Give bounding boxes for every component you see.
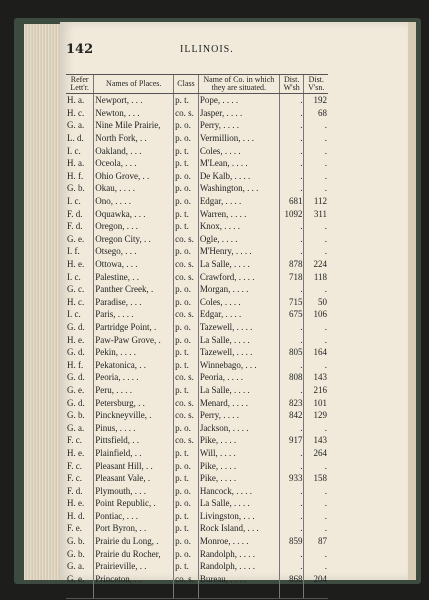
- dist-washington-cell: 715: [279, 296, 304, 309]
- refer-letter-cell: G. e.: [66, 585, 94, 598]
- place-name-cell: Ottowa, . . .: [94, 258, 174, 271]
- table-row: [66, 182, 328, 195]
- class-cell: p. o.: [174, 333, 199, 346]
- dist-vandalia-cell: .: [304, 220, 328, 233]
- dist-vandalia-cell: .: [304, 484, 328, 497]
- class-cell: p. t.: [174, 384, 199, 397]
- dist-washington-cell: .: [279, 245, 304, 258]
- table-row: [66, 396, 328, 409]
- county-cell: Edgar, . . . .: [198, 308, 279, 321]
- place-name-cell: Pleasant Vale, .: [94, 472, 174, 485]
- dist-vandalia-cell: .: [304, 522, 328, 535]
- refer-letter-cell: L. d.: [67, 133, 84, 144]
- county-cell: Morgan, . . . .: [198, 283, 279, 296]
- dist-washington-cell: 842: [279, 409, 304, 422]
- place-name-cell: Pekin, . . . .: [94, 346, 174, 359]
- header-refer-letter: Refer Lett'r.: [66, 75, 94, 94]
- dist-vandalia-cell: .: [304, 182, 328, 195]
- refer-letter-cell: G. d.: [67, 372, 85, 383]
- refer-letter-cell: I. c.: [67, 309, 81, 320]
- county-cell: Menard, . . . .: [198, 396, 279, 409]
- place-name-cell: Nine Mile Prairie,: [94, 119, 174, 132]
- dist-vandalia-cell: 112: [304, 195, 328, 208]
- county-cell: Will, . . . .: [198, 447, 279, 460]
- class-cell: p. o.: [174, 484, 199, 497]
- dist-vandalia-cell: .: [304, 497, 328, 510]
- place-name-cell: Newton, . . .: [94, 107, 174, 120]
- table-row: [66, 472, 328, 485]
- place-name-cell: Partridge Point, .: [94, 321, 174, 334]
- dist-vandalia-cell: .: [304, 560, 328, 573]
- table-header-row: [66, 75, 328, 94]
- refer-letter-cell: H. a.: [67, 95, 85, 106]
- county-cell: Pike, . . . .: [198, 434, 279, 447]
- table-row: [66, 510, 328, 523]
- table-row: [66, 384, 328, 397]
- dist-vandalia-cell: .: [304, 585, 328, 598]
- county-cell: La Salle, . . . .: [198, 384, 279, 397]
- dist-washington-cell: 1092: [279, 207, 304, 220]
- dist-washington-cell: 823: [279, 396, 304, 409]
- table-row: [66, 207, 328, 220]
- county-cell: Jasper, . . . .: [198, 107, 279, 120]
- table-row: [66, 585, 328, 598]
- county-cell: Putnam, . . . .: [198, 585, 279, 598]
- place-name-cell: Ono, . . . .: [94, 195, 174, 208]
- dist-vandalia-cell: .: [304, 510, 328, 523]
- dist-washington-cell: 808: [279, 371, 304, 384]
- place-name-cell: Palestine, . .: [94, 270, 174, 283]
- place-name-cell: Prairie du Long, .: [94, 535, 174, 548]
- dist-washington-cell: .: [279, 233, 304, 246]
- place-name-cell: Okau, . . . .: [94, 182, 174, 195]
- dist-washington-cell: .: [279, 497, 304, 510]
- table-row: [66, 157, 328, 170]
- dist-washington-cell: 868: [279, 573, 304, 586]
- table-row: [66, 535, 328, 548]
- dist-vandalia-cell: 224: [304, 258, 328, 271]
- dist-washington-cell: .: [279, 510, 304, 523]
- dist-vandalia-cell: .: [304, 132, 328, 145]
- dist-vandalia-cell: 158: [304, 472, 328, 485]
- place-name-cell: Oceola, . . .: [94, 157, 174, 170]
- page-header: [0, 42, 340, 58]
- class-cell: p. t.: [174, 510, 199, 523]
- class-cell: p. o.: [174, 170, 199, 183]
- dist-vandalia-cell: .: [304, 547, 328, 560]
- class-cell: co. s.: [174, 396, 199, 409]
- table-row: [66, 258, 328, 271]
- class-cell: p. o.: [174, 321, 199, 334]
- dist-vandalia-cell: 129: [304, 409, 328, 422]
- table-row: [66, 132, 328, 145]
- place-name-cell: Oregon, . . .: [94, 220, 174, 233]
- county-cell: Crawford, . . . .: [198, 270, 279, 283]
- dist-washington-cell: 878: [279, 258, 304, 271]
- class-cell: p. o.: [174, 283, 199, 296]
- county-cell: Randolph, . . . .: [198, 547, 279, 560]
- table-row: [66, 409, 328, 422]
- place-name-cell: Point Republic, .: [94, 497, 174, 510]
- class-cell: p. t.: [174, 346, 199, 359]
- place-name-cell: Petersburg, . .: [94, 396, 174, 409]
- place-name-cell: Providence, . .: [94, 585, 174, 598]
- dist-washington-cell: .: [279, 107, 304, 120]
- refer-letter-cell: H. e.: [67, 498, 85, 509]
- dist-vandalia-cell: 106: [304, 308, 328, 321]
- dist-washington-cell: .: [279, 522, 304, 535]
- dist-vandalia-cell: 311: [304, 207, 328, 220]
- table-row: [66, 308, 328, 321]
- county-cell: Winnebago, . . .: [198, 358, 279, 371]
- table-row: [66, 144, 328, 157]
- class-cell: p. o.: [174, 535, 199, 548]
- table-row: [66, 245, 328, 258]
- refer-letter-cell: G. c.: [67, 284, 85, 295]
- right-page-edge: [408, 22, 416, 580]
- dist-vandalia-cell: 204: [304, 573, 328, 586]
- header-class: Class: [174, 75, 199, 94]
- class-cell: p. t.: [174, 358, 199, 371]
- refer-letter-cell: F. c.: [67, 473, 83, 484]
- dist-washington-cell: .: [279, 560, 304, 573]
- dist-washington-cell: .: [279, 585, 304, 598]
- class-cell: p. o.: [174, 245, 199, 258]
- refer-letter-cell: F. d.: [67, 208, 83, 219]
- table-row: [66, 94, 328, 107]
- dist-washington-cell: 675: [279, 308, 304, 321]
- dist-washington-cell: .: [279, 384, 304, 397]
- place-name-cell: Otsego, . . .: [94, 245, 174, 258]
- table-row: [66, 233, 328, 246]
- dist-washington-cell: 933: [279, 472, 304, 485]
- refer-letter-cell: G. d.: [67, 397, 85, 408]
- dist-washington-cell: .: [279, 94, 304, 107]
- refer-letter-cell: I. f.: [67, 246, 80, 257]
- refer-letter-cell: G. a.: [67, 422, 85, 433]
- place-name-cell: Pekatonica, . .: [94, 358, 174, 371]
- place-name-cell: Oregon City, . .: [94, 233, 174, 246]
- dist-vandalia-cell: 143: [304, 434, 328, 447]
- county-cell: Perry, . . . .: [198, 409, 279, 422]
- class-cell: p. t.: [174, 144, 199, 157]
- dist-washington-cell: .: [279, 144, 304, 157]
- refer-letter-cell: H. d.: [67, 510, 85, 521]
- place-name-cell: Pittsfield, . .: [94, 434, 174, 447]
- table-row: [66, 333, 328, 346]
- dist-washington-cell: .: [279, 170, 304, 183]
- dist-vandalia-cell: .: [304, 283, 328, 296]
- dist-vandalia-cell: 68: [304, 107, 328, 120]
- dist-washington-cell: .: [279, 220, 304, 233]
- dist-vandalia-cell: 118: [304, 270, 328, 283]
- class-cell: p. t.: [174, 447, 199, 460]
- refer-letter-cell: H. c.: [67, 296, 85, 307]
- page-number: 142: [66, 42, 94, 57]
- class-cell: p. t.: [174, 207, 199, 220]
- refer-letter-cell: I. c.: [67, 271, 81, 282]
- table-row: [66, 573, 328, 586]
- county-cell: La Salle, . . . .: [198, 497, 279, 510]
- dist-vandalia-cell: .: [304, 233, 328, 246]
- dist-vandalia-cell: 50: [304, 296, 328, 309]
- dist-washington-cell: .: [279, 321, 304, 334]
- dist-washington-cell: .: [279, 484, 304, 497]
- place-name-cell: Panther Creek, .: [94, 283, 174, 296]
- county-cell: Peoria, . . . .: [198, 371, 279, 384]
- dist-washington-cell: .: [279, 283, 304, 296]
- places-table: [66, 74, 328, 599]
- place-name-cell: Plymouth, . . .: [94, 484, 174, 497]
- refer-letter-cell: G. d.: [67, 321, 85, 332]
- table-row: [66, 283, 328, 296]
- class-cell: p. t.: [174, 522, 199, 535]
- dist-washington-cell: 859: [279, 535, 304, 548]
- refer-letter-cell: I. c.: [67, 196, 81, 207]
- county-cell: De Kalb, . . . .: [198, 170, 279, 183]
- county-cell: Coles, . . . .: [198, 144, 279, 157]
- class-cell: co. s.: [174, 107, 199, 120]
- dist-washington-cell: .: [279, 157, 304, 170]
- refer-letter-cell: G. a.: [67, 561, 85, 572]
- table-row: [66, 321, 328, 334]
- dist-vandalia-cell: 264: [304, 447, 328, 460]
- table-row: [66, 296, 328, 309]
- county-cell: Washington, . . .: [198, 182, 279, 195]
- class-cell: p. o.: [174, 119, 199, 132]
- dist-washington-cell: .: [279, 421, 304, 434]
- table-row: [66, 421, 328, 434]
- county-cell: Jackson, . . . .: [198, 421, 279, 434]
- refer-letter-cell: H. e.: [67, 259, 85, 270]
- class-cell: co. s.: [174, 409, 199, 422]
- refer-letter-cell: G. e.: [67, 573, 85, 584]
- county-cell: Knox, . . . .: [198, 220, 279, 233]
- class-cell: co. s.: [174, 308, 199, 321]
- place-name-cell: Paradise, . . .: [94, 296, 174, 309]
- place-name-cell: Pleasant Hill, . .: [94, 459, 174, 472]
- class-cell: p. t.: [174, 585, 199, 598]
- place-name-cell: Pinckneyville, .: [94, 409, 174, 422]
- class-cell: p. o.: [174, 497, 199, 510]
- place-name-cell: Prairieville, . .: [94, 560, 174, 573]
- place-name-cell: Oakland, . . .: [94, 144, 174, 157]
- class-cell: p. t.: [174, 472, 199, 485]
- place-name-cell: Princeton, . .: [94, 573, 174, 586]
- class-cell: p. o.: [174, 421, 199, 434]
- dist-washington-cell: .: [279, 447, 304, 460]
- dist-vandalia-cell: .: [304, 119, 328, 132]
- class-cell: co. s.: [174, 371, 199, 384]
- county-cell: Warren, . . . .: [198, 207, 279, 220]
- county-cell: Pike, . . . .: [198, 459, 279, 472]
- dist-vandalia-cell: .: [304, 358, 328, 371]
- dist-vandalia-cell: .: [304, 144, 328, 157]
- county-cell: Vermillion, . . .: [198, 132, 279, 145]
- county-cell: Randolph, . . . .: [198, 560, 279, 573]
- county-cell: Hancock, . . . .: [198, 484, 279, 497]
- dist-washington-cell: .: [279, 358, 304, 371]
- county-cell: La Salle, . . . .: [198, 333, 279, 346]
- county-cell: Livingston, . . .: [198, 510, 279, 523]
- dist-washington-cell: 917: [279, 434, 304, 447]
- table-row: [66, 358, 328, 371]
- dist-vandalia-cell: 164: [304, 346, 328, 359]
- dist-vandalia-cell: 101: [304, 396, 328, 409]
- class-cell: p. o.: [174, 459, 199, 472]
- place-name-cell: Port Byron, . .: [94, 522, 174, 535]
- class-cell: p. o.: [174, 182, 199, 195]
- class-cell: p. t.: [174, 157, 199, 170]
- refer-letter-cell: G. b.: [67, 548, 85, 559]
- dist-vandalia-cell: .: [304, 170, 328, 183]
- refer-letter-cell: G. a.: [67, 120, 85, 131]
- county-cell: Pike, . . . .: [198, 472, 279, 485]
- place-name-cell: Pinus, . . . .: [94, 421, 174, 434]
- dist-washington-cell: 805: [279, 346, 304, 359]
- dist-washington-cell: 681: [279, 195, 304, 208]
- refer-letter-cell: H. e.: [67, 447, 85, 458]
- refer-letter-cell: I. c.: [67, 145, 81, 156]
- dist-vandalia-cell: .: [304, 157, 328, 170]
- place-name-cell: Newport, . . .: [94, 94, 174, 107]
- refer-letter-cell: F. c.: [67, 460, 83, 471]
- table-row: [66, 434, 328, 447]
- dist-washington-cell: .: [279, 333, 304, 346]
- dist-washington-cell: 718: [279, 270, 304, 283]
- dist-vandalia-cell: .: [304, 321, 328, 334]
- county-cell: Ogle, . . . .: [198, 233, 279, 246]
- county-cell: La Salle, . . . .: [198, 258, 279, 271]
- dist-washington-cell: .: [279, 132, 304, 145]
- table-row: [66, 560, 328, 573]
- dist-vandalia-cell: .: [304, 245, 328, 258]
- dist-vandalia-cell: 192: [304, 94, 328, 107]
- place-name-cell: Peoria, . . . .: [94, 371, 174, 384]
- refer-letter-cell: H. e.: [67, 334, 85, 345]
- refer-letter-cell: G. e.: [67, 233, 85, 244]
- table-row: [66, 547, 328, 560]
- dist-washington-cell: .: [279, 119, 304, 132]
- dist-vandalia-cell: 143: [304, 371, 328, 384]
- refer-letter-cell: F. d.: [67, 221, 83, 232]
- dist-vandalia-cell: .: [304, 333, 328, 346]
- refer-letter-cell: G. b.: [67, 536, 85, 547]
- place-name-cell: Prairie du Rocher,: [94, 547, 174, 560]
- county-cell: M'Lean, . . . .: [198, 157, 279, 170]
- refer-letter-cell: G. b.: [67, 183, 85, 194]
- header-county: Name of Co. in which they are situated.: [198, 75, 279, 94]
- class-cell: p. t.: [174, 560, 199, 573]
- dist-vandalia-cell: .: [304, 421, 328, 434]
- table-row: [66, 170, 328, 183]
- table-row: [66, 459, 328, 472]
- class-cell: p. o.: [174, 547, 199, 560]
- refer-letter-cell: H. a.: [67, 158, 85, 169]
- dist-vandalia-cell: 216: [304, 384, 328, 397]
- table-row: [66, 371, 328, 384]
- table-row: [66, 497, 328, 510]
- table-row: [66, 220, 328, 233]
- class-cell: co. s.: [174, 434, 199, 447]
- county-cell: Perry, . . . .: [198, 119, 279, 132]
- class-cell: p. t.: [174, 220, 199, 233]
- place-name-cell: Plainfield, . .: [94, 447, 174, 460]
- refer-letter-cell: F. d.: [67, 485, 83, 496]
- class-cell: p. o.: [174, 296, 199, 309]
- place-name-cell: Oquawka, . . .: [94, 207, 174, 220]
- county-cell: Edgar, . . . .: [198, 195, 279, 208]
- header-dist-vandalia: Dist. V'sn.: [304, 75, 328, 94]
- class-cell: p. o.: [174, 195, 199, 208]
- class-cell: p. t.: [174, 94, 199, 107]
- dist-washington-cell: .: [279, 182, 304, 195]
- refer-letter-cell: F. e.: [67, 523, 83, 534]
- place-name-cell: Paw-Paw Grove, .: [94, 333, 174, 346]
- county-cell: Bureau, . . . .: [198, 573, 279, 586]
- table-row: [66, 522, 328, 535]
- place-name-cell: Paris, . . . .: [94, 308, 174, 321]
- refer-letter-cell: G. b.: [67, 410, 85, 421]
- table-row: [66, 107, 328, 120]
- table-row: [66, 270, 328, 283]
- table-row: [66, 195, 328, 208]
- place-name-cell: North Fork, . .: [94, 132, 174, 145]
- refer-letter-cell: G. d.: [67, 347, 85, 358]
- running-title: ILLINOIS.: [180, 44, 234, 55]
- place-name-cell: Ohio Grove, . .: [94, 170, 174, 183]
- dist-washington-cell: .: [279, 547, 304, 560]
- county-cell: Pope, . . . .: [198, 94, 279, 107]
- refer-letter-cell: H. f.: [67, 170, 84, 181]
- refer-letter-cell: H. f.: [67, 359, 84, 370]
- table-row: [66, 346, 328, 359]
- dist-vandalia-cell: .: [304, 459, 328, 472]
- refer-letter-cell: F. c.: [67, 435, 83, 446]
- table-row: [66, 119, 328, 132]
- place-name-cell: Pontiac, . . .: [94, 510, 174, 523]
- table-row: [66, 484, 328, 497]
- place-name-cell: Peru, . . . .: [94, 384, 174, 397]
- class-cell: co. s.: [174, 270, 199, 283]
- dist-washington-cell: .: [279, 459, 304, 472]
- class-cell: p. o.: [174, 132, 199, 145]
- table-row: [66, 447, 328, 460]
- class-cell: co. s.: [174, 258, 199, 271]
- county-cell: Rock Island, . . .: [198, 522, 279, 535]
- header-dist-washington: Dist. W'sh: [279, 75, 304, 94]
- county-cell: M'Henry, . . . .: [198, 245, 279, 258]
- refer-letter-cell: H. c.: [67, 107, 85, 118]
- header-names-of-places: Names of Places.: [94, 75, 174, 94]
- class-cell: co. s.: [174, 573, 199, 586]
- class-cell: co. s.: [174, 233, 199, 246]
- refer-letter-cell: G. e.: [67, 384, 85, 395]
- county-cell: Tazewell, . . . .: [198, 321, 279, 334]
- dist-vandalia-cell: 87: [304, 535, 328, 548]
- county-cell: Coles, . . . .: [198, 296, 279, 309]
- county-cell: Monroe, . . . .: [198, 535, 279, 548]
- county-cell: Tazewell, . . . .: [198, 346, 279, 359]
